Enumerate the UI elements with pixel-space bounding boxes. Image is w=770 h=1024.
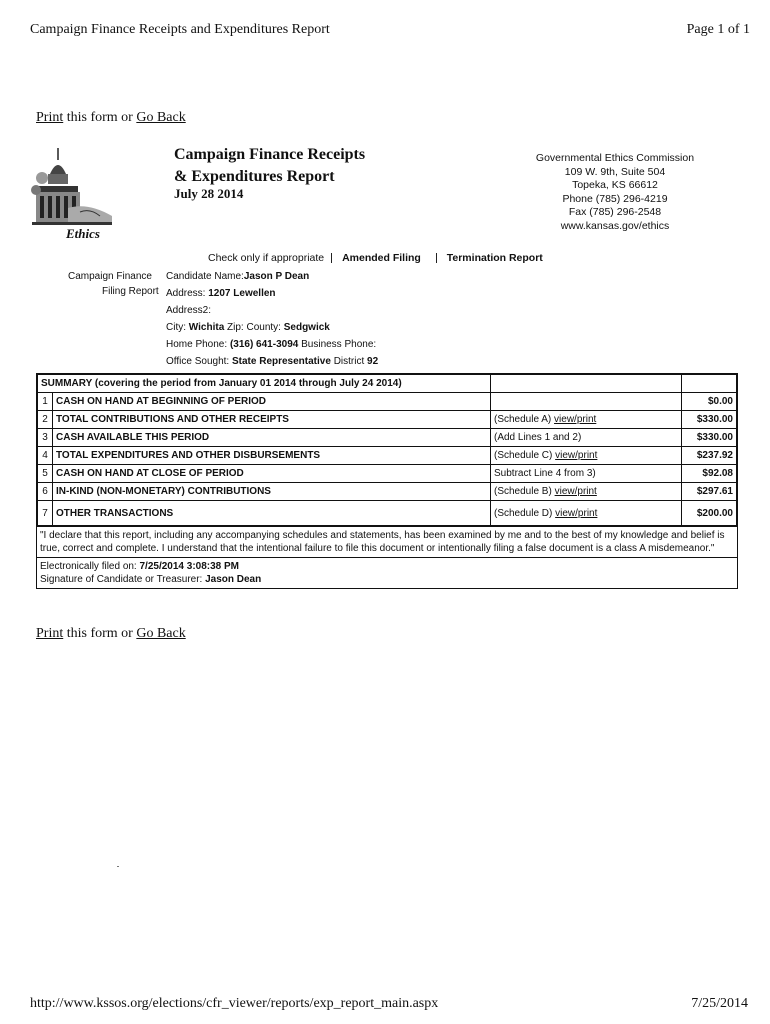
- summary-heading: SUMMARY (covering the period from January 01 2014 through July 24 2014): [38, 375, 491, 393]
- address-value: 1207 Lewellen: [208, 288, 276, 299]
- footer-date: 7/25/2014: [691, 996, 748, 1011]
- nav-bottom: [36, 626, 186, 642]
- line-description: CASH AVAILABLE THIS PERIOD: [53, 429, 491, 447]
- line-amount: $330.00: [682, 429, 737, 447]
- signature-value: Jason Dean: [205, 574, 262, 585]
- schedule-cell: [491, 429, 682, 447]
- print-link[interactable]: Print: [36, 626, 64, 641]
- go-back-link[interactable]: Go Back: [136, 626, 186, 641]
- address-label: Address:: [166, 288, 206, 299]
- address-row: [166, 287, 276, 300]
- commission-city: Topeka, KS 66612: [572, 179, 658, 191]
- schedule-cell: [491, 501, 682, 526]
- candidate-name: Jason P Dean: [243, 271, 310, 282]
- line-amount: $0.00: [682, 393, 737, 411]
- summary-row: [38, 411, 737, 429]
- line-number: 1: [38, 393, 53, 411]
- filing-info: [37, 557, 737, 588]
- line-amount: $297.61: [682, 483, 737, 501]
- report-title: [174, 144, 365, 188]
- signature-row: [40, 573, 734, 586]
- line-description: TOTAL EXPENDITURES AND OTHER DISBURSEMENTS: [53, 447, 491, 465]
- nav-top: [36, 110, 186, 126]
- summary-row: [38, 483, 737, 501]
- commission-street: 109 W. 9th, Suite 504: [564, 165, 666, 178]
- schedule-label: (Add Lines 1 and 2): [494, 432, 582, 443]
- line-number: 7: [38, 501, 53, 526]
- filed-on-value: 7/25/2014 3:08:38 PM: [139, 561, 240, 572]
- line-amount: $200.00: [682, 501, 737, 526]
- district-label: District: [333, 356, 365, 367]
- candidate-name-label: Candidate Name:: [166, 271, 244, 282]
- schedule-label: (Schedule B): [494, 486, 555, 497]
- line-description: CASH ON HAND AT BEGINNING OF PERIOD: [53, 393, 491, 411]
- schedule-cell: [491, 411, 682, 429]
- page-number: Page 1 of 1: [686, 22, 750, 37]
- view-print-link[interactable]: view/print: [555, 450, 598, 461]
- business-phone-label: Business Phone:: [301, 339, 377, 350]
- check-label: Check only if appropriate: [208, 252, 325, 264]
- city-label: City:: [166, 322, 186, 333]
- summary-row: [38, 501, 737, 526]
- county-value: Sedgwick: [283, 322, 330, 333]
- line-description: TOTAL CONTRIBUTIONS AND OTHER RECEIPTS: [53, 411, 491, 429]
- city-row: [166, 321, 330, 334]
- report-title-line-1: Campaign Finance Receipts: [174, 146, 366, 163]
- nav-connector-text: this form or: [63, 626, 137, 641]
- line-amount: $92.08: [682, 465, 737, 483]
- view-print-link[interactable]: view/print: [555, 507, 598, 519]
- browser-print-title: Campaign Finance Receipts and Expenditures Report: [30, 22, 330, 37]
- filed-on-row: [40, 560, 734, 573]
- line-description: IN-KIND (NON-MONETARY) CONTRIBUTIONS: [53, 483, 491, 501]
- schedule-label: (Schedule D): [494, 507, 556, 519]
- schedule-cell: [491, 393, 682, 411]
- line-amount: $330.00: [682, 411, 737, 429]
- filed-on-label: Electronically filed on:: [40, 561, 140, 572]
- office-value: State Representative: [231, 356, 331, 367]
- summary-box: [36, 373, 738, 589]
- summary-table: [37, 374, 737, 526]
- report-date: July 28 2014: [174, 186, 244, 201]
- print-link[interactable]: Print: [36, 110, 64, 125]
- nav-connector-text: this form or: [63, 110, 137, 125]
- zip-label: Zip:: [227, 322, 244, 333]
- summary-row: [38, 393, 737, 411]
- line-number: 2: [38, 411, 53, 429]
- schedule-cell: [491, 447, 682, 465]
- summary-heading-row: [38, 375, 737, 393]
- line-number: 5: [38, 465, 53, 483]
- schedule-cell: [491, 483, 682, 501]
- district-value: 92: [367, 356, 379, 367]
- termination-report-checkbox[interactable]: [436, 253, 445, 263]
- line-number: 4: [38, 447, 53, 465]
- phone-row: [166, 338, 376, 351]
- report-title-line-2: & Expenditures Report: [174, 168, 335, 185]
- candidate-name-row: [166, 270, 309, 283]
- view-print-link[interactable]: view/print: [554, 414, 597, 425]
- line-description: OTHER TRANSACTIONS: [53, 501, 491, 526]
- line-number: 3: [38, 429, 53, 447]
- schedule-label: Subtract Line 4 from 3): [494, 468, 596, 479]
- filing-type-checks: [208, 252, 543, 264]
- amended-filing-checkbox[interactable]: [331, 253, 340, 263]
- section-label-line-2: Filing Report: [102, 286, 159, 297]
- schedule-label: (Schedule C): [494, 450, 556, 461]
- schedule-label: (Schedule A): [494, 414, 555, 425]
- commission-fax: Fax (785) 296-2548: [568, 206, 662, 218]
- county-label: County:: [246, 322, 281, 333]
- commission-name: Governmental Ethics Commission: [535, 152, 695, 164]
- address2-label: Address2:: [166, 305, 212, 316]
- line-number: 6: [38, 483, 53, 501]
- line-amount: $237.92: [682, 447, 737, 465]
- line-description: CASH ON HAND AT CLOSE OF PERIOD: [53, 465, 491, 483]
- termination-report-label: Termination Report: [446, 252, 543, 264]
- summary-row: [38, 447, 737, 465]
- home-phone-value: (316) 641-3094: [229, 339, 299, 350]
- summary-row: [38, 465, 737, 483]
- office-label: Office Sought:: [166, 356, 230, 367]
- seal-text: Ethics: [66, 226, 100, 241]
- home-phone-label: Home Phone:: [166, 339, 228, 350]
- section-label-line-1: Campaign Finance: [68, 271, 152, 282]
- commission-address: [520, 152, 710, 233]
- declaration-text: "I declare that this report, including any accompanying schedules and statements, has been examined by me and to the best of my knowledge and belief is true, correct and complete. I understand that the intentional failure to file this document or intentionally filing a false document is a class A misdemeanor.": [37, 526, 737, 557]
- view-print-link[interactable]: view/print: [554, 486, 597, 497]
- commission-website: www.kansas.gov/ethics: [560, 219, 670, 232]
- address2-row: [166, 304, 211, 317]
- ethics-seal-logo: [28, 146, 122, 244]
- go-back-link[interactable]: Go Back: [136, 110, 186, 125]
- footer-url: http://www.kssos.org/elections/cfr_viewer/reports/exp_report_main.aspx: [30, 996, 439, 1011]
- amended-filing-label: Amended Filing: [342, 252, 421, 264]
- office-row: [166, 355, 378, 368]
- commission-phone: Phone (785) 296-4219: [562, 192, 668, 205]
- scan-speck: [117, 866, 119, 867]
- signature-label: Signature of Candidate or Treasurer:: [40, 574, 206, 585]
- summary-row: [38, 429, 737, 447]
- schedule-cell: [491, 465, 682, 483]
- city-value: Wichita: [188, 322, 225, 333]
